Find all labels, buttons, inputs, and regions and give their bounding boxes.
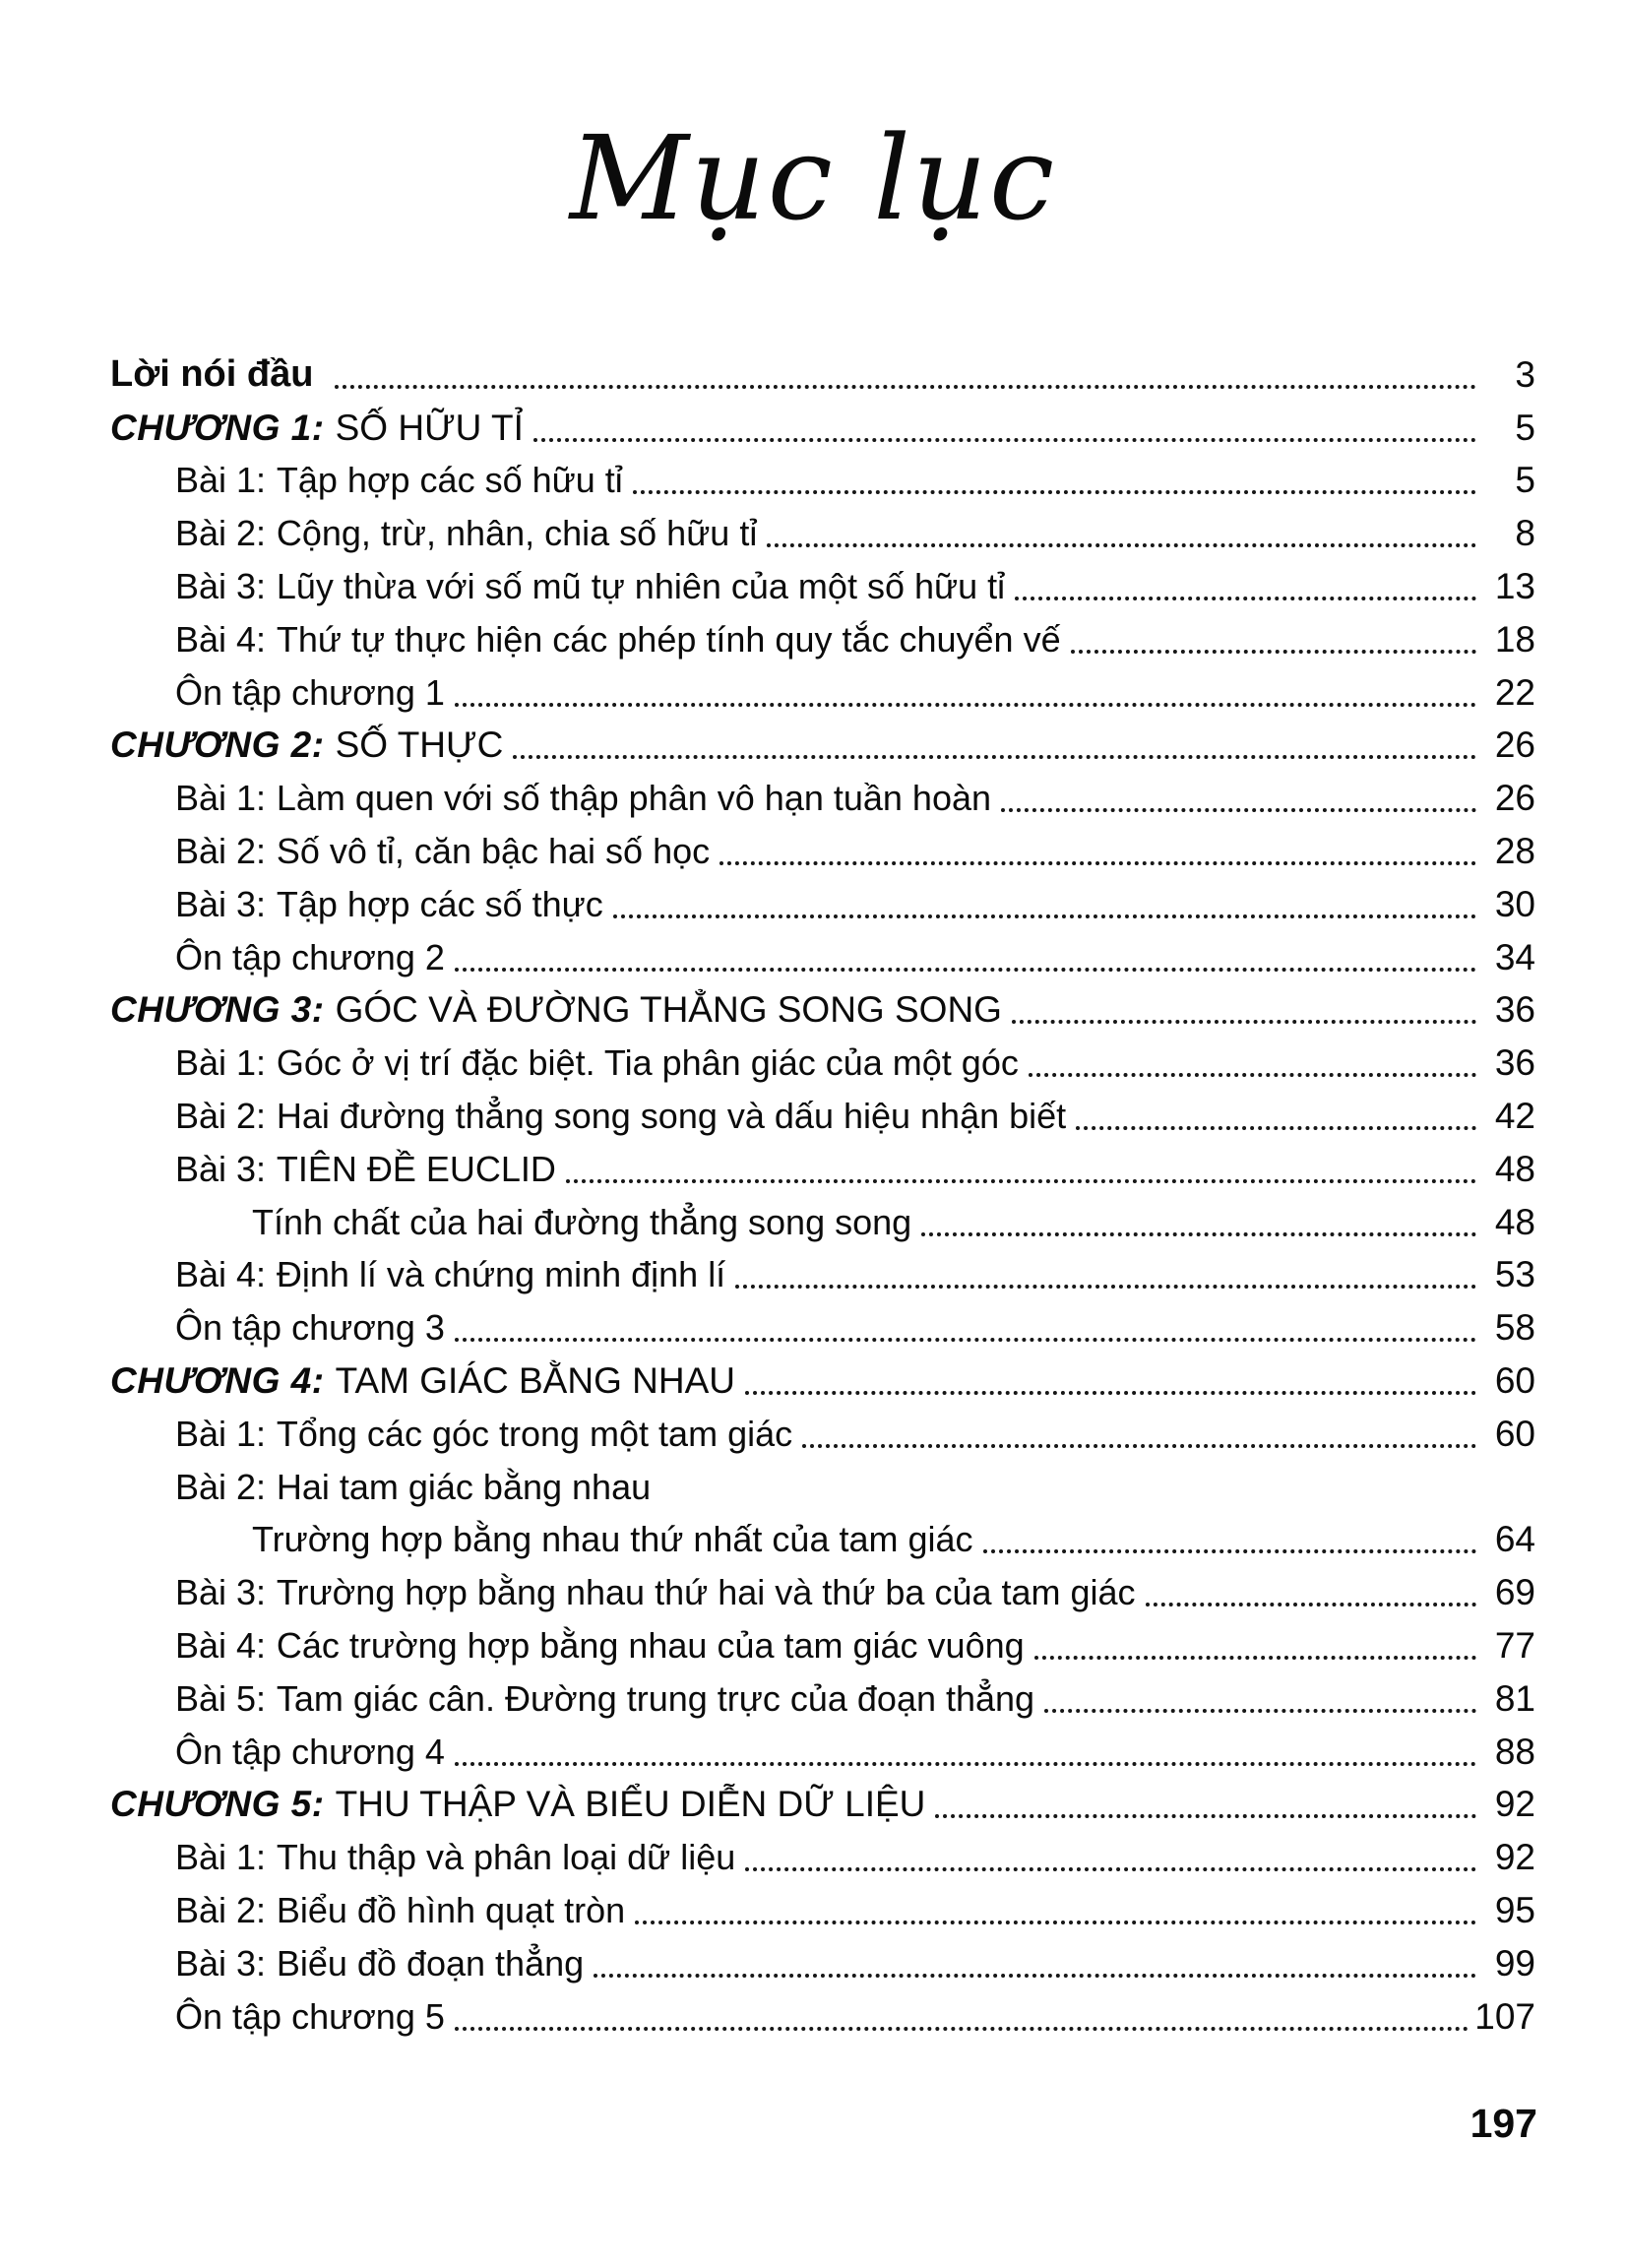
- entry-page-number: 3: [1515, 353, 1535, 395]
- entry-prefix: Bài 3:: [175, 1148, 267, 1189]
- entry-prefix: Bài 3:: [175, 883, 267, 924]
- entry-page-number: 13: [1494, 566, 1535, 607]
- toc-entry: [110, 1143, 1535, 1196]
- toc-entry: [110, 1884, 1535, 1937]
- dot-leader: [1071, 650, 1476, 654]
- entry-prefix: Bài 4:: [175, 618, 267, 660]
- entry-page-number: 5: [1515, 460, 1535, 501]
- entry-prefix: Bài 5:: [175, 1677, 267, 1719]
- entry-title: Tổng các góc trong một tam giác: [276, 1413, 793, 1454]
- entry-title: Thu thập và phân loại dữ liệu: [276, 1837, 736, 1878]
- entry-prefix: Bài 2:: [175, 1890, 267, 1930]
- entry-title: Ôn tập chương 2: [175, 936, 445, 977]
- entry-title: Ôn tập chương 3: [175, 1307, 445, 1349]
- entry-page-number: 18: [1494, 618, 1535, 660]
- entry-prefix: CHƯƠNG 5:: [110, 1784, 325, 1825]
- entry-title: Ôn tập chương 1: [175, 671, 445, 713]
- dot-leader: [335, 385, 1476, 389]
- toc-entry: [110, 1779, 1535, 1832]
- entry-title: Hai đường thẳng song song và dấu hiệu nhận biết: [276, 1096, 1067, 1137]
- entry-page-number: 92: [1494, 1837, 1535, 1878]
- toc-entry: [110, 825, 1535, 878]
- entry-page-number: 99: [1494, 1942, 1535, 1984]
- entry-prefix: Bài 2:: [175, 1466, 267, 1507]
- page-number: 197: [1470, 2101, 1537, 2146]
- dot-leader: [635, 1921, 1476, 1924]
- toc-entry: [110, 560, 1535, 613]
- entry-page-number: 53: [1494, 1254, 1535, 1295]
- entry-title: TIÊN ĐỀ EUCLID: [276, 1148, 556, 1189]
- entry-title: Thứ tự thực hiện các phép tính quy tắc chuyển vế: [276, 618, 1061, 660]
- entry-page-number: 88: [1494, 1731, 1535, 1772]
- toc-list: [110, 348, 1535, 2044]
- entry-title: Hai tam giác bằng nhau: [276, 1466, 652, 1507]
- entry-prefix: CHƯƠNG 2:: [110, 724, 325, 766]
- dot-leader: [1076, 1126, 1476, 1130]
- toc-entry: [110, 402, 1535, 455]
- entry-page-number: 8: [1515, 513, 1535, 554]
- dot-leader: [455, 703, 1476, 707]
- entry-page-number: 48: [1494, 1148, 1535, 1189]
- entry-title: Các trường hợp bằng nhau của tam giác vuông: [276, 1625, 1025, 1667]
- entry-page-number: 36: [1494, 1042, 1535, 1084]
- dot-leader: [1029, 1073, 1476, 1077]
- entry-title: Lũy thừa với số mũ tự nhiên của một số hữu tỉ: [276, 566, 1006, 607]
- toc-entry: [110, 1249, 1535, 1302]
- entry-title: Tam giác cân. Đường trung trực của đoạn thẳng: [276, 1677, 1035, 1719]
- entry-title: Biểu đồ hình quạt tròn: [276, 1890, 626, 1930]
- toc-entry: [110, 1566, 1535, 1619]
- entry-page-number: 77: [1494, 1625, 1535, 1667]
- entry-prefix: Bài 1:: [175, 1413, 267, 1454]
- toc-entry: [110, 1090, 1535, 1143]
- toc-entry: [110, 1461, 1535, 1514]
- toc-entry: [110, 507, 1535, 560]
- entry-page-number: 5: [1515, 407, 1535, 448]
- entry-title: Góc ở vị trí đặc biệt. Tia phân giác của một góc: [276, 1042, 1019, 1084]
- entry-page-number: 64: [1494, 1519, 1535, 1560]
- dot-leader: [513, 755, 1476, 759]
- dot-leader: [767, 543, 1476, 547]
- entry-title: Tập hợp các số thực: [276, 883, 603, 924]
- toc-entry: [110, 348, 1535, 402]
- entry-page-number: 69: [1494, 1572, 1535, 1613]
- entry-prefix: CHƯƠNG 4:: [110, 1360, 325, 1402]
- dot-leader: [745, 1391, 1476, 1395]
- entry-prefix: Bài 1:: [175, 1837, 267, 1878]
- entry-prefix: Bài 4:: [175, 1625, 267, 1667]
- toc-entry: [110, 1514, 1535, 1567]
- entry-title: Tập hợp các số hữu tỉ: [276, 460, 623, 501]
- entry-prefix: Bài 2:: [175, 1096, 267, 1137]
- entry-prefix: Lời nói đầu: [110, 353, 314, 396]
- entry-prefix: Bài 3:: [175, 1942, 267, 1984]
- dot-leader: [1012, 1020, 1476, 1024]
- dot-leader: [455, 1762, 1476, 1766]
- toc-entry: [110, 1619, 1535, 1672]
- dot-leader: [633, 490, 1476, 494]
- dot-leader: [1044, 1709, 1476, 1713]
- dot-leader: [566, 1179, 1476, 1183]
- entry-title: Trường hợp bằng nhau thứ nhất của tam giác: [252, 1519, 973, 1560]
- dot-leader: [1015, 597, 1476, 600]
- dot-leader: [594, 1974, 1476, 1978]
- entry-title: SỐ THỰC: [335, 724, 504, 766]
- toc-entry: [110, 772, 1535, 825]
- page-title: Mục lục: [569, 110, 1057, 246]
- entry-page-number: 58: [1494, 1307, 1535, 1349]
- entry-title: Số vô tỉ, căn bậc hai số học: [276, 831, 711, 872]
- toc-entry: [110, 1937, 1535, 1990]
- entry-title: GÓC VÀ ĐƯỜNG THẲNG SONG SONG: [335, 989, 1002, 1031]
- toc-entry: [110, 931, 1535, 984]
- entry-title: Tính chất của hai đường thẳng song song: [252, 1201, 912, 1242]
- toc-entry: [110, 666, 1535, 720]
- entry-page-number: 26: [1494, 724, 1535, 766]
- toc-entry: [110, 720, 1535, 773]
- entry-prefix: Bài 1:: [175, 460, 267, 501]
- entry-title: Trường hợp bằng nhau thứ hai và thứ ba của tam giác: [276, 1572, 1136, 1613]
- entry-prefix: Bài 3:: [175, 566, 267, 607]
- dot-leader: [719, 861, 1476, 865]
- entry-title: Ôn tập chương 5: [175, 1995, 445, 2037]
- dot-leader: [1001, 808, 1476, 812]
- entry-page-number: 60: [1494, 1360, 1535, 1402]
- toc-entry: [110, 613, 1535, 666]
- entry-page-number: 28: [1494, 831, 1535, 872]
- toc-entry: [110, 1037, 1535, 1090]
- entry-prefix: Bài 4:: [175, 1254, 267, 1295]
- toc-entry: [110, 1196, 1535, 1249]
- entry-page-number: 81: [1494, 1677, 1535, 1719]
- toc-entry: [110, 984, 1535, 1038]
- entry-title: Biểu đồ đoạn thẳng: [276, 1942, 585, 1984]
- entry-page-number: 42: [1494, 1096, 1535, 1137]
- entry-page-number: 36: [1494, 989, 1535, 1031]
- entry-page-number: 22: [1494, 671, 1535, 713]
- dot-leader: [1146, 1603, 1476, 1606]
- entry-prefix: Bài 2:: [175, 513, 267, 554]
- entry-page-number: 60: [1494, 1413, 1535, 1454]
- entry-page-number: 95: [1494, 1890, 1535, 1930]
- entry-prefix: CHƯƠNG 1:: [110, 407, 325, 448]
- entry-prefix: CHƯƠNG 3:: [110, 989, 325, 1031]
- toc-entry: [110, 1408, 1535, 1461]
- entry-prefix: Bài 1:: [175, 778, 267, 819]
- toc-entry: [110, 1831, 1535, 1884]
- dot-leader: [455, 968, 1476, 972]
- toc-entry: [110, 1726, 1535, 1779]
- entry-title: THU THẬP VÀ BIỂU DIỄN DỮ LIỆU: [335, 1784, 926, 1825]
- dot-leader: [455, 1338, 1476, 1342]
- entry-prefix: Bài 1:: [175, 1042, 267, 1084]
- entry-title: Định lí và chứng minh định lí: [276, 1254, 726, 1295]
- entry-page-number: 107: [1474, 1995, 1535, 2037]
- dot-leader: [613, 914, 1476, 918]
- entry-page-number: 48: [1494, 1201, 1535, 1242]
- entry-title: SỐ HỮU TỈ: [335, 407, 524, 448]
- entry-prefix: Bài 2:: [175, 831, 267, 872]
- entry-title: TAM GIÁC BẰNG NHAU: [335, 1360, 735, 1402]
- entry-page-number: 34: [1494, 936, 1535, 977]
- entry-prefix: Bài 3:: [175, 1572, 267, 1613]
- entry-page-number: 30: [1494, 883, 1535, 924]
- toc-entry: [110, 1672, 1535, 1726]
- toc-entry: [110, 1301, 1535, 1354]
- entry-title: Cộng, trừ, nhân, chia số hữu tỉ: [276, 513, 758, 554]
- dot-leader: [533, 438, 1476, 442]
- dot-leader: [1034, 1656, 1476, 1660]
- toc-entry: [110, 1990, 1535, 2044]
- entry-page-number: 92: [1494, 1784, 1535, 1825]
- dot-leader: [983, 1549, 1476, 1553]
- dot-leader: [935, 1814, 1476, 1818]
- dot-leader: [455, 2027, 1469, 2031]
- toc-entry: [110, 455, 1535, 508]
- entry-title: Ôn tập chương 4: [175, 1731, 445, 1772]
- dot-leader: [921, 1232, 1476, 1236]
- dot-leader: [745, 1867, 1476, 1871]
- dot-leader: [735, 1285, 1476, 1289]
- entry-title: Làm quen với số thập phân vô hạn tuần hoàn: [276, 778, 992, 819]
- dot-leader: [802, 1444, 1476, 1448]
- toc-entry: [110, 878, 1535, 931]
- entry-page-number: 26: [1494, 778, 1535, 819]
- toc-entry: [110, 1354, 1535, 1408]
